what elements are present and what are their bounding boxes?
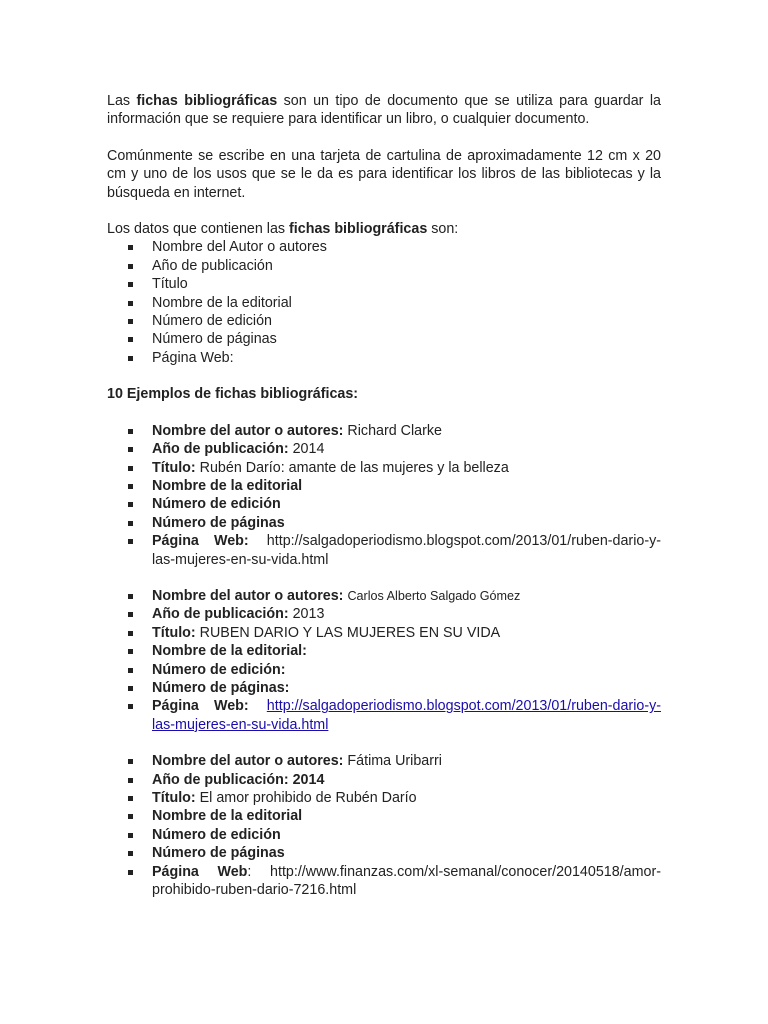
intro-paragraph-2: Comúnmente se escribe en una tarjeta de cartulina de aproximadamente 12 cm x 20 cm y uno de los usos que se le da es para identificar los libros de las bibliotecas y la búsqueda en internet. — [107, 147, 661, 201]
title-label: Título: — [152, 790, 196, 806]
title-label: Título: — [152, 459, 196, 476]
edition-label: Número de edición: — [152, 661, 286, 678]
year-value: 2013 — [288, 606, 325, 623]
list-item — [107, 789, 661, 807]
edition-label: Número de edición — [152, 826, 281, 843]
example-3-list — [107, 752, 661, 899]
year-value: 2014 — [288, 441, 325, 458]
list-item — [107, 495, 661, 513]
list-item — [107, 459, 661, 477]
pages-label: Número de páginas: — [152, 679, 290, 696]
author-value: Fátima Uribarri — [343, 753, 442, 770]
list-item — [107, 826, 661, 844]
list-item — [107, 679, 661, 697]
web-label: Página Web: — [152, 533, 249, 550]
examples-heading: 10 Ejemplos de fichas bibliográficas: — [107, 386, 359, 403]
list-item — [107, 440, 661, 458]
edition-label: Número de edición — [152, 496, 281, 513]
list-item — [107, 807, 661, 825]
intro-p1-bold: fichas bibliográficas — [136, 93, 278, 109]
intro-p3-text: Los datos que contienen las — [107, 221, 290, 238]
author-value: Richard Clarke — [343, 422, 442, 439]
list-item: Número de edición — [107, 312, 661, 330]
title-value: El amor prohibido de Rubén Darío — [195, 790, 417, 806]
editorial-label: Nombre de la editorial — [152, 477, 303, 494]
list-item: Nombre del Autor o autores — [107, 238, 661, 256]
data-fields-list — [107, 238, 661, 367]
list-item — [107, 661, 661, 679]
list-item — [107, 752, 661, 770]
web-link[interactable]: http://salgadoperiodismo.blogspot.com/2013/01/ruben-dario-y-las-mujeres-en-su-vida.html — [152, 698, 661, 733]
list-item: Número de páginas — [107, 330, 661, 348]
example-1-list — [107, 422, 661, 569]
list-item — [107, 587, 661, 605]
web-value: : http://www.finanzas.com/xl-semanal/conocer/20140518/amor-prohibido-ruben-dario-7216.html — [152, 863, 661, 899]
year-label: Año de publicación: — [152, 441, 289, 458]
editorial-label: Nombre de la editorial: — [152, 643, 307, 660]
intro-paragraph-3 — [107, 220, 661, 238]
list-item — [107, 605, 661, 623]
list-item — [107, 697, 661, 734]
year-label: Año de publicación: 2014 — [152, 771, 325, 788]
list-item — [107, 477, 661, 495]
intro-p1-text: Las — [107, 93, 137, 109]
web-label: Página Web: — [152, 698, 249, 715]
list-item: Año de publicación — [107, 257, 661, 275]
title-value: RUBEN DARIO Y LAS MUJERES EN SU VIDA — [195, 624, 501, 641]
list-item — [107, 844, 661, 862]
editorial-label: Nombre de la editorial — [152, 808, 303, 825]
author-value: Carlos Alberto Salgado Gómez — [347, 588, 521, 603]
list-item — [107, 514, 661, 532]
author-label: Nombre del autor o autores: — [152, 422, 344, 439]
web-value: http://salgadoperiodismo.blogspot.com/2013/01/ruben-dario-y-las-mujeres-en-su-vida.html — [152, 533, 661, 568]
year-label: Año de publicación: — [152, 606, 289, 623]
title-value: Rubén Darío: amante de las mujeres y la belleza — [195, 459, 509, 476]
list-item — [107, 532, 661, 569]
example-2-list — [107, 587, 661, 734]
list-item — [107, 624, 661, 642]
title-label: Título: — [152, 624, 196, 641]
list-item — [107, 422, 661, 440]
document-page — [107, 92, 661, 917]
pages-label: Número de páginas — [152, 514, 285, 531]
pages-label: Número de páginas — [152, 845, 285, 862]
list-item: Nombre de la editorial — [107, 294, 661, 312]
intro-p3-bold: fichas bibliográficas — [289, 221, 428, 238]
author-label: Nombre del autor o autores: — [152, 587, 344, 604]
intro-p1-text-end: son un tipo de documento que se utiliza para guardar la información que se requiere para identificar un libro, o cualquier documento. — [107, 93, 661, 128]
intro-paragraph-1 — [107, 92, 661, 129]
author-label: Nombre del autor o autores: — [152, 753, 344, 770]
list-item — [107, 642, 661, 660]
list-item — [107, 771, 661, 789]
web-label: Página Web — [152, 863, 248, 880]
list-item — [107, 863, 661, 900]
intro-p3-text-end: son: — [427, 221, 459, 238]
list-item: Página Web: — [107, 349, 661, 367]
list-item: Título — [107, 275, 661, 293]
